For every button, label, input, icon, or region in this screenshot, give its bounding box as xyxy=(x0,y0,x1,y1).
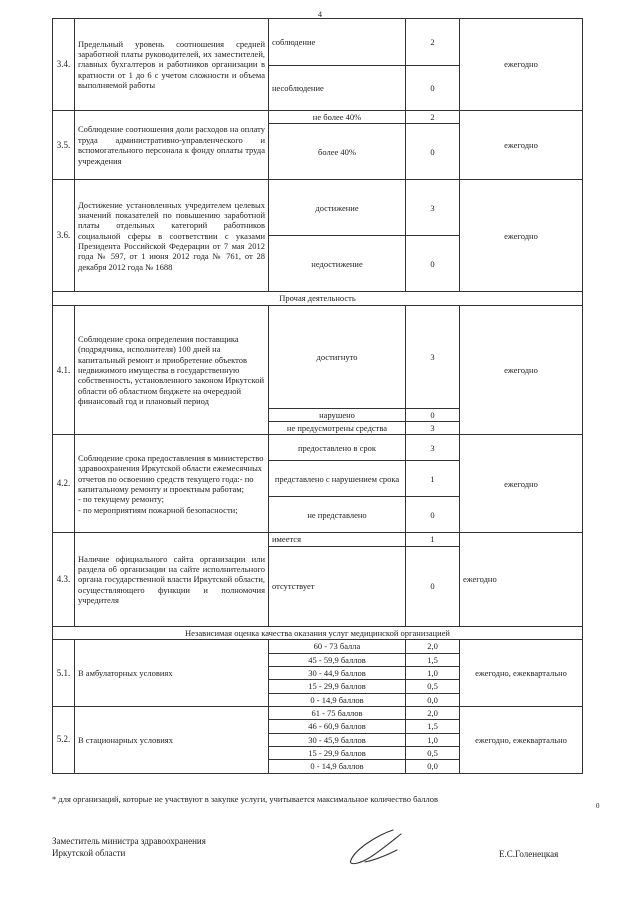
footnote: * для организаций, которые не участвуют в закупке услуги, учитывается максимальное количество баллов xyxy=(52,794,438,804)
period-cell: ежегодно xyxy=(460,305,583,435)
score-range-cell: 15 - 29,9 баллов xyxy=(269,747,406,760)
section-header xyxy=(53,292,583,305)
score-range-cell: 30 - 44,9 баллов xyxy=(269,666,406,679)
points-cell: 3 xyxy=(406,305,460,408)
condition-cell: представлено с нарушением срока xyxy=(269,461,406,497)
criterion-subitem: - по текущему ремонту; xyxy=(78,494,165,505)
row-number: 3.5. xyxy=(53,111,75,180)
points-cell: 2,0 xyxy=(406,640,460,653)
points-cell: 0 xyxy=(406,546,460,626)
table-row xyxy=(53,19,583,66)
condition-cell: не предусмотрены средства xyxy=(269,422,406,435)
condition-cell: не более 40% xyxy=(269,111,406,124)
points-cell: 2,0 xyxy=(406,706,460,719)
score-range-cell: 30 - 45,9 баллов xyxy=(269,733,406,746)
criterion-description: Достижение установленных учредителем целевых значений показателей по повышению заработной платы отдельных категорий работников социальной сферы в соответствии с указами Президента Российской Федерации от 7 мая 2012 года № 597, от 1 июня 2012 года № 761, от 28 декабря 2012 года № 1688 xyxy=(75,180,269,292)
table-row xyxy=(53,533,583,546)
table-row xyxy=(53,305,583,408)
points-cell: 1 xyxy=(406,533,460,546)
period-cell: ежегодно, ежеквартально xyxy=(460,706,583,773)
score-range-cell: 0 - 14,9 баллов xyxy=(269,693,406,706)
points-cell: 3 xyxy=(406,180,460,236)
period-cell: ежегодно xyxy=(460,435,583,533)
points-cell: 0 xyxy=(406,124,460,180)
table-row xyxy=(53,706,583,719)
points-cell: 0 xyxy=(406,66,460,111)
row-number: 5.2. xyxy=(53,706,75,773)
points-cell: 1,0 xyxy=(406,666,460,679)
condition-cell: отсутствует xyxy=(269,546,406,626)
criterion-description: Наличие официального сайта организации или раздела об организации на сайте исполнительного органа государственной власти Иркутской области, осуществляющего функции и полномочия учредителя xyxy=(75,533,269,626)
condition-cell: нарушено xyxy=(269,408,406,421)
condition-cell: имеется xyxy=(269,533,406,546)
score-range-cell: 0 - 14,9 баллов xyxy=(269,760,406,773)
score-range-cell: 46 - 60,9 баллов xyxy=(269,720,406,733)
table-row xyxy=(53,640,583,653)
criterion-description: Соблюдение срока определения поставщика (подрядчика, исполнителя) 100 дней на капитальный ремонт и приобретение объектов недвижимого имущества в государственную собственность, установленного законом Иркутской области об областном бюджете на очередной финансовый год и плановый период xyxy=(75,305,269,435)
condition-cell: предоставлено в срок xyxy=(269,435,406,461)
period-cell: ежегодно, ежеквартально xyxy=(460,640,583,707)
period-cell: ежегодно xyxy=(460,111,583,180)
score-range-cell: 45 - 59,9 баллов xyxy=(269,653,406,666)
points-cell: 1,5 xyxy=(406,653,460,666)
signatory-region: Иркутской области xyxy=(52,848,126,859)
signatory-title xyxy=(52,835,206,859)
criterion-subitem: - по мероприятиям пожарной безопасности; xyxy=(78,504,238,515)
row-number: 4.3. xyxy=(53,533,75,626)
row-number: 3.6. xyxy=(53,180,75,292)
points-cell: 0 xyxy=(406,497,460,533)
criterion-description: Предельный уровень соотношения средней заработной платы руководителей, их заместителей, главных бухгалтеров и работников организации в кратности от 1 до 6 с учетом сложности и объема выполняемой работы xyxy=(75,19,269,111)
score-range-cell: 60 - 73 балла xyxy=(269,640,406,653)
criterion-description xyxy=(75,435,269,533)
points-cell: 1,5 xyxy=(406,720,460,733)
table-row xyxy=(53,111,583,124)
table-row xyxy=(53,180,583,236)
handwritten-signature xyxy=(345,826,405,868)
points-cell: 3 xyxy=(406,435,460,461)
corner-mark: 0 xyxy=(596,802,600,810)
score-range-cell: 15 - 29,9 баллов xyxy=(269,680,406,693)
row-number: 4.1. xyxy=(53,305,75,435)
criterion-description: В стационарных условиях xyxy=(75,706,269,773)
points-cell: 0,5 xyxy=(406,680,460,693)
criterion-description: Соблюдение соотношения доли расходов на оплату труда административно-управленческого и вспомогательного персонала к фонду оплаты труда учреждения xyxy=(75,111,269,180)
condition-cell: несоблюдение xyxy=(269,66,406,111)
period-cell: ежегодно xyxy=(460,19,583,111)
condition-cell: достижение xyxy=(269,180,406,236)
condition-cell: соблюдение xyxy=(269,19,406,66)
points-cell: 0,0 xyxy=(406,693,460,706)
signatory-name: Е.С.Голенецкая xyxy=(499,849,559,859)
condition-cell: более 40% xyxy=(269,124,406,180)
section-header xyxy=(53,626,583,639)
period-cell: ежегодно xyxy=(460,533,583,626)
row-number: 5.1. xyxy=(53,640,75,707)
points-cell: 2 xyxy=(406,111,460,124)
points-cell: 1 xyxy=(406,461,460,497)
score-range-cell: 61 - 75 баллов xyxy=(269,706,406,719)
row-number: 3.4. xyxy=(53,19,75,111)
points-cell: 0,0 xyxy=(406,760,460,773)
criterion-description: В амбулаторных условиях xyxy=(75,640,269,707)
points-cell: 2 xyxy=(406,19,460,66)
points-cell: 0 xyxy=(406,236,460,292)
points-cell: 0,5 xyxy=(406,747,460,760)
criteria-table xyxy=(52,18,583,774)
period-cell: ежегодно xyxy=(460,180,583,292)
section-title-other: Прочая деятельность xyxy=(53,292,583,305)
row-number: 4.2. xyxy=(53,435,75,533)
criterion-text: Соблюдение срока предоставления в министерство здравоохранения Иркутской области ежемесячных отчетов по освоению средств текущего года:- по капитальному ремонту и проектным работам; xyxy=(78,452,264,494)
section-title-quality: Независимая оценка качества оказания услуг медицинской организацией xyxy=(53,626,583,639)
condition-cell: не представлено xyxy=(269,497,406,533)
condition-cell: недостижение xyxy=(269,236,406,292)
points-cell: 1,0 xyxy=(406,733,460,746)
table-row xyxy=(53,435,583,461)
page-number: 4 xyxy=(318,10,322,19)
points-cell: 3 xyxy=(406,422,460,435)
signatory-position: Заместитель министра здравоохранения xyxy=(52,836,206,846)
points-cell: 0 xyxy=(406,408,460,421)
condition-cell: достигнуто xyxy=(269,305,406,408)
